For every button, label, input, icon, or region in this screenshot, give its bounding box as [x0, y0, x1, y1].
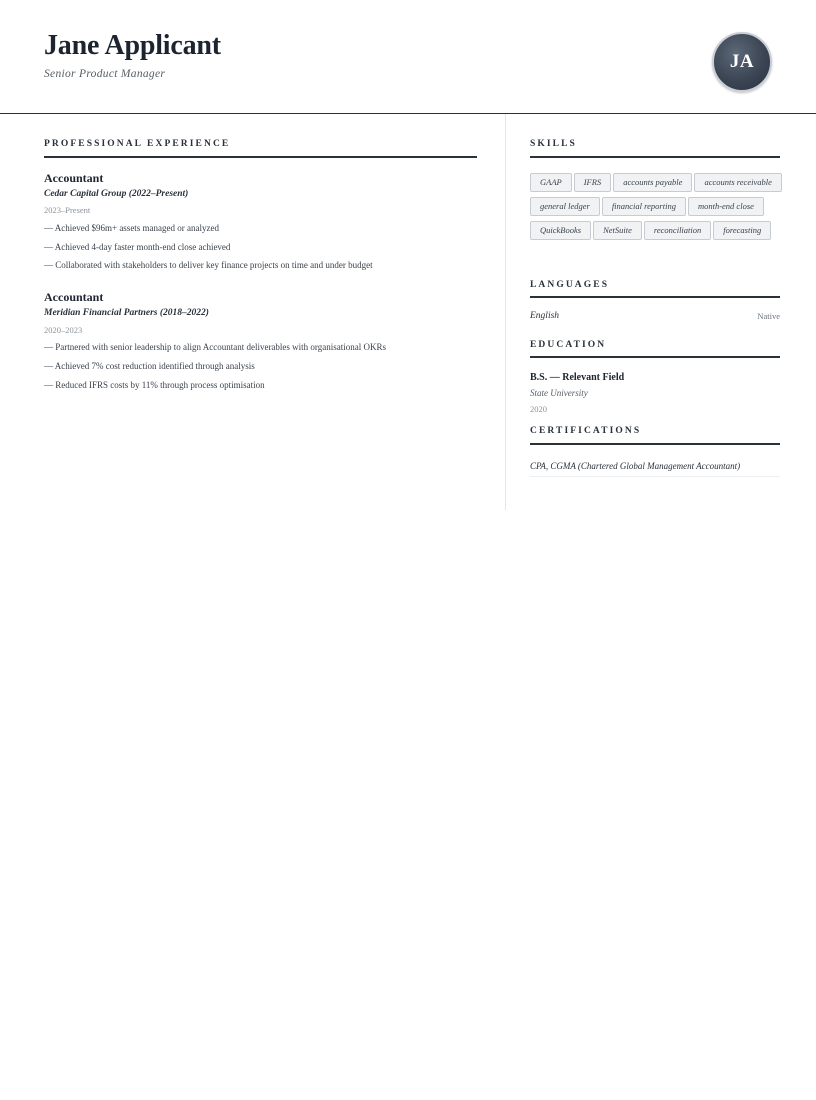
job-bullet: — Collaborated with stakeholders to deliver key finance projects on time and under budget — [44, 260, 373, 270]
experience-heading: PROFESSIONAL EXPERIENCE — [44, 139, 231, 149]
education-degree: B.S. — Relevant Field — [530, 372, 625, 383]
skill-tag: GAAP — [530, 173, 572, 192]
job-title: Accountant — [44, 171, 104, 185]
skill-tag: NetSuite — [593, 221, 642, 240]
job-title: Accountant — [44, 290, 104, 304]
skills-heading: SKILLS — [530, 139, 577, 149]
certifications-heading: CERTIFICATIONS — [530, 426, 642, 436]
skill-tag: forecasting — [713, 221, 771, 240]
job-company: Cedar Capital Group (2022–Present) — [44, 189, 189, 199]
job-bullet: — Reduced IFRS costs by 11% through process optimisation — [44, 380, 265, 390]
job-company: Meridian Financial Partners (2018–2022) — [44, 308, 209, 318]
job-bullet: — Achieved $96m+ assets managed or analyzed — [44, 223, 220, 233]
skills-rule — [530, 156, 780, 158]
languages-rule — [530, 296, 780, 298]
skill-tag: accounts receivable — [694, 173, 781, 192]
applicant-role: Senior Product Manager — [44, 68, 166, 80]
education-heading: EDUCATION — [530, 340, 607, 350]
education-year: 2020 — [530, 404, 547, 414]
job-dates: 2023–Present — [44, 205, 91, 215]
avatar-initials: JA — [729, 51, 755, 72]
education-school: State University — [530, 388, 588, 398]
certifications-rule — [530, 443, 780, 445]
languages-heading: LANGUAGES — [530, 280, 610, 290]
skill-tag: financial reporting — [602, 197, 686, 216]
resume-header — [0, 0, 816, 114]
avatar — [712, 32, 772, 92]
language-level: Native — [757, 311, 780, 321]
skill-tag: accounts payable — [613, 173, 692, 192]
experience-rule — [44, 156, 477, 158]
language-name: English — [530, 311, 560, 321]
applicant-name: Jane Applicant — [44, 30, 221, 61]
skill-tag: reconciliation — [644, 221, 711, 240]
job-dates: 2020–2023 — [44, 325, 83, 335]
education-rule — [530, 356, 780, 358]
job-bullet: — Partnered with senior leadership to align Accountant deliverables with organisational OKRs — [44, 342, 387, 352]
certification-item: CPA, CGMA (Chartered Global Management Accountant) — [530, 461, 780, 477]
column-divider — [505, 114, 506, 510]
skill-tag: month-end close — [688, 197, 764, 216]
skills-list — [530, 173, 782, 240]
job-bullet: — Achieved 4-day faster month-end close achieved — [44, 242, 231, 252]
skill-tag: general ledger — [530, 197, 600, 216]
skill-tag: QuickBooks — [530, 221, 591, 240]
job-bullet: — Achieved 7% cost reduction identified through analysis — [44, 361, 255, 371]
skill-tag: IFRS — [574, 173, 611, 192]
